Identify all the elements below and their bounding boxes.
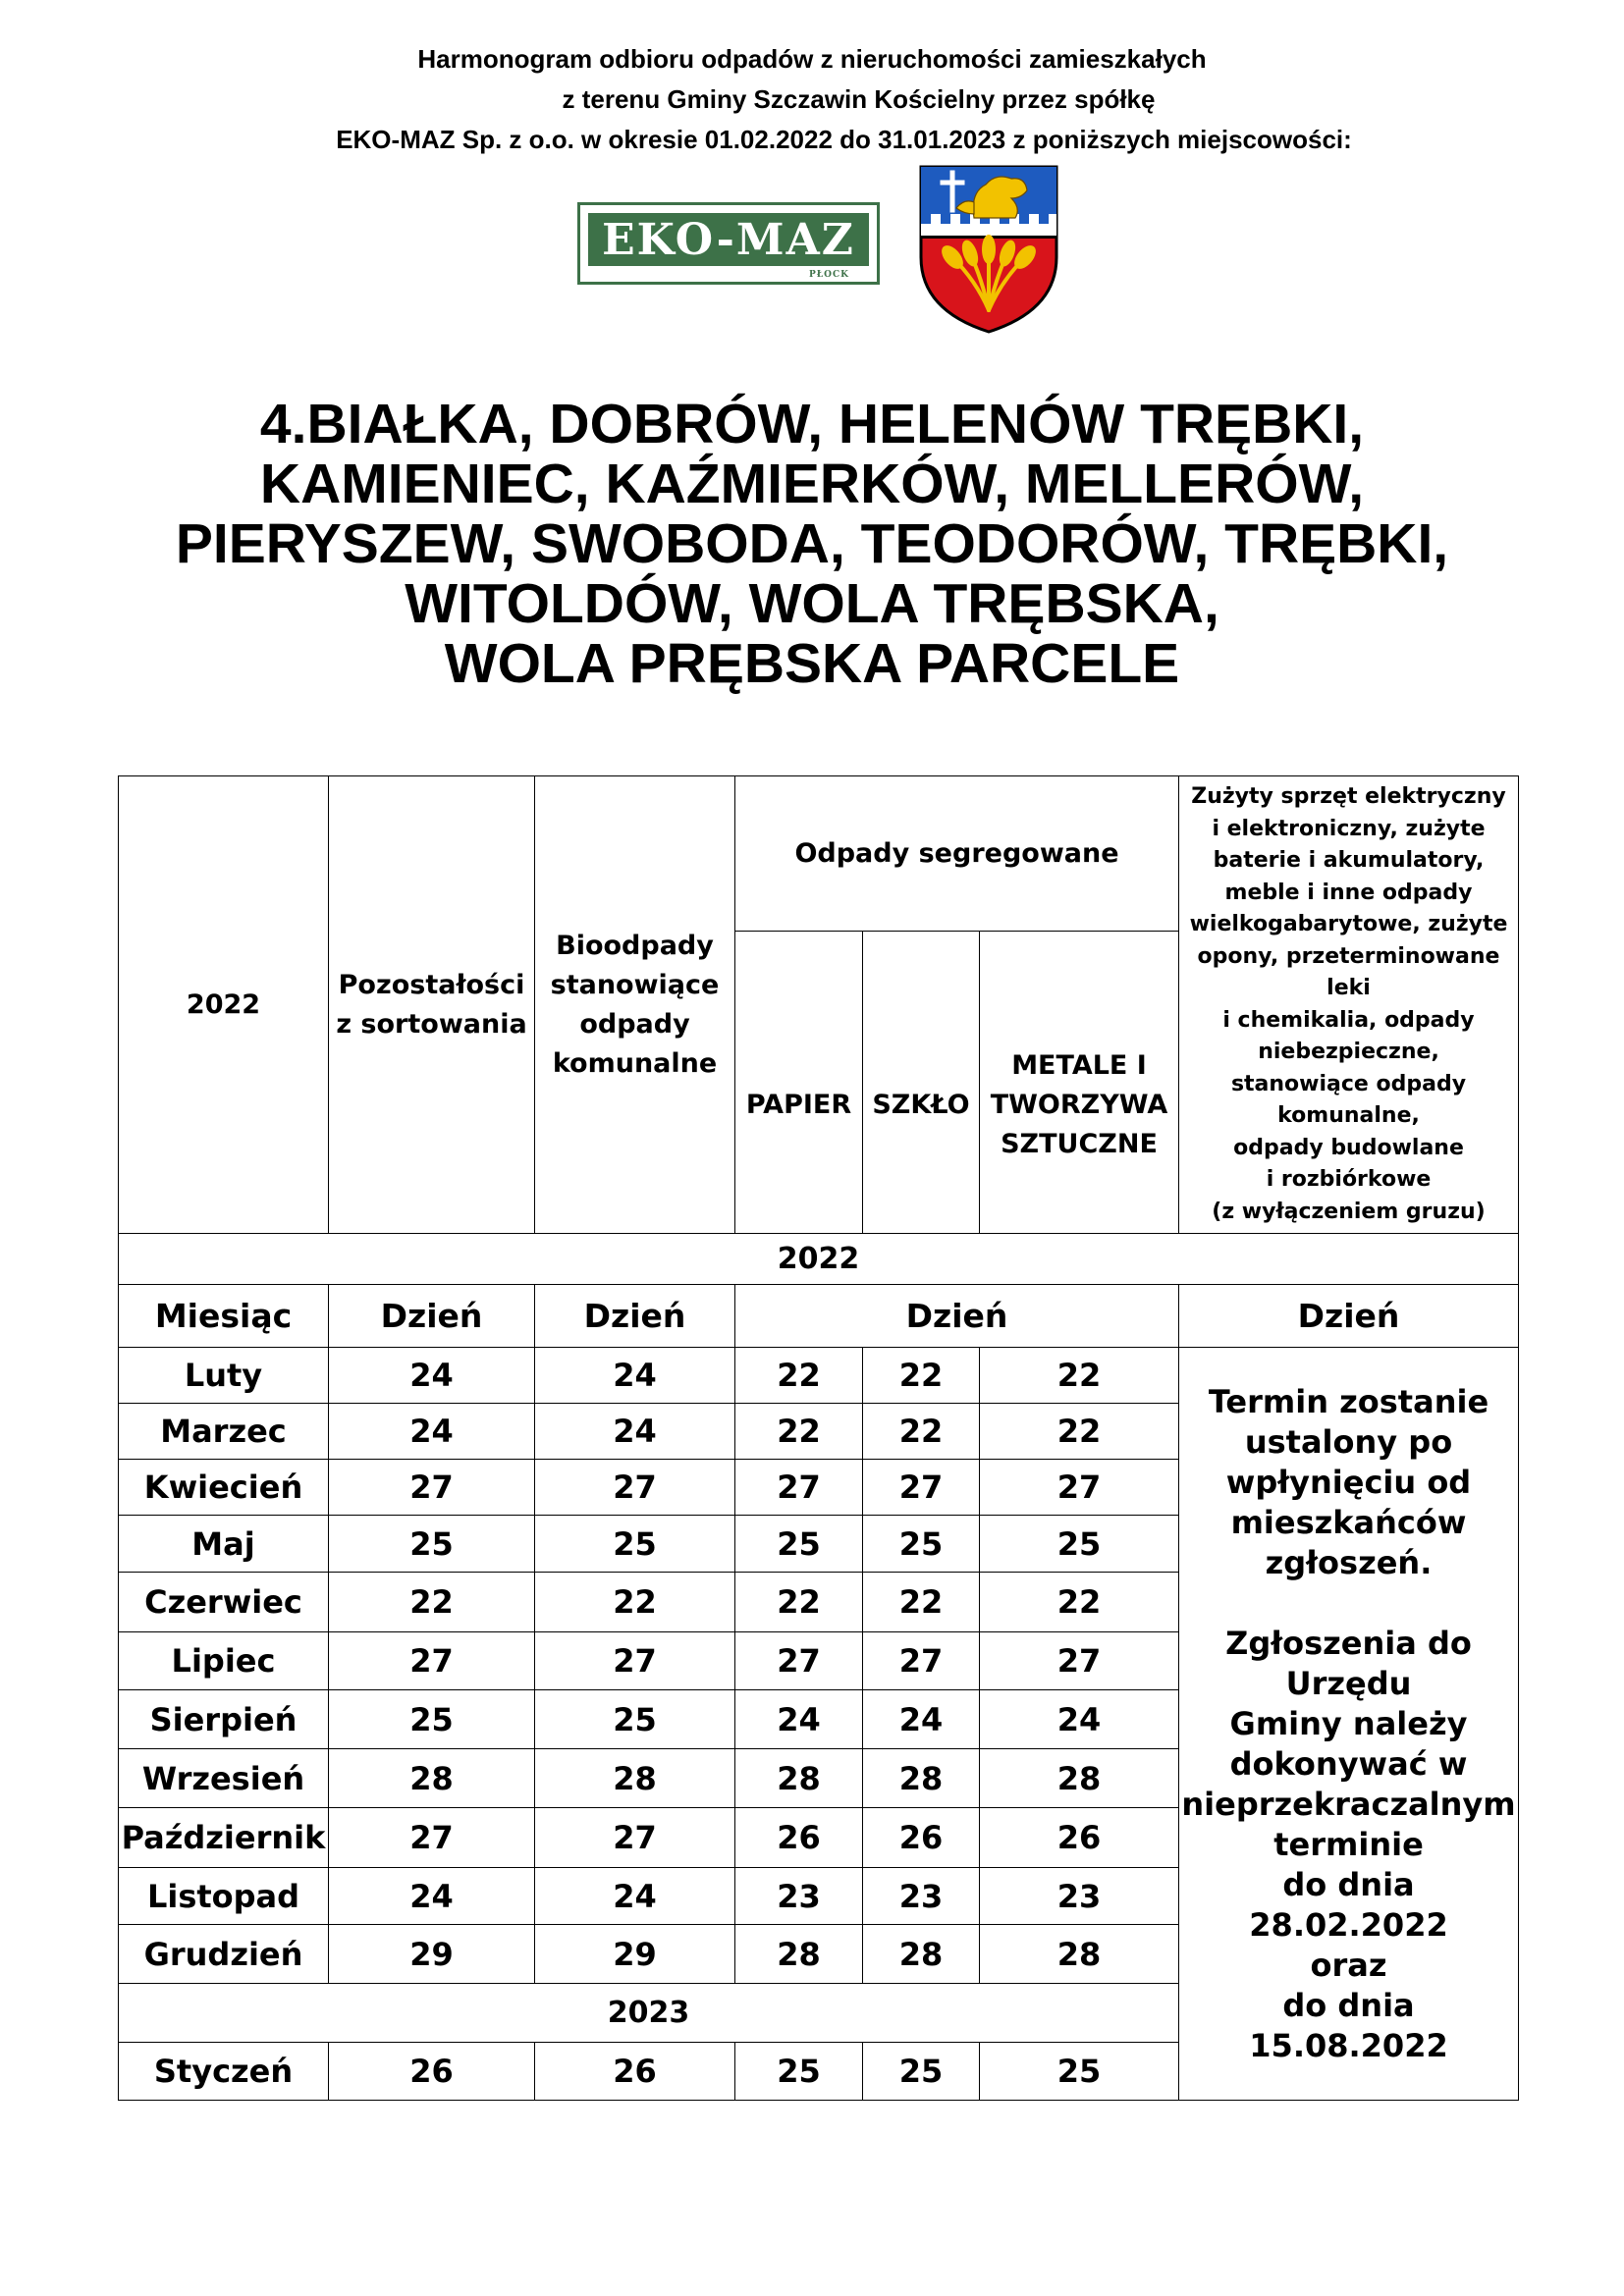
year-2023-row: 2023 (119, 1984, 1179, 2043)
table-row: Grudzień 29 29 28 28 28 (119, 1925, 1519, 1984)
year-2022-row: 2022 (119, 1234, 1519, 1285)
eko-maz-logo-subtext: PŁOCK (809, 270, 849, 280)
title-line: 4.BIAŁKA, DOBRÓW, HELENÓW TRĘBKI, (259, 393, 1365, 455)
collection-schedule-table (118, 775, 1519, 2101)
bulky-waste-header: Zużyty sprzęt elektryczny i elektroniczny, zużyte baterie i akumulatory, meble i inne odpady wielkogabarytowe, zużyte opony, przeterminowane leki i chemikalia, odpady niebezpieczne, stanowiące odpady komunalne, odpady budowlane i rozbiórkowe (z wyłączeniem gruzu) (1179, 776, 1519, 1234)
table-row: Marzec 24 24 22 22 22 (119, 1404, 1519, 1460)
header-line-1: Harmonogram odbioru odpadów z nieruchomości zamieszkałych (417, 44, 1207, 74)
title-line: WOLA PRĘBSKA PARCELE (444, 632, 1180, 695)
table-row: Lipiec 27 27 27 27 27 (119, 1632, 1519, 1690)
coat-of-arms-icon (917, 163, 1060, 336)
header-line-3: EKO-MAZ Sp. z o.o. w okresie 01.02.2022 do 31.01.2023 z poniższych miejscowości: (336, 125, 1352, 154)
table-row: Styczeń 26 26 25 25 25 (119, 2043, 1519, 2101)
eko-maz-logo (577, 202, 880, 285)
localities-title (0, 395, 1624, 694)
residual-waste-header: Pozostałości z sortowania (329, 776, 535, 1234)
paper-header: PAPIER (735, 932, 863, 1234)
eko-maz-logo-text: EKO-MAZ (602, 214, 855, 265)
table-row: Sierpień 25 25 24 24 24 (119, 1690, 1519, 1749)
glass-header: SZKŁO (863, 932, 980, 1234)
table-row: Czerwiec 22 22 22 22 22 (119, 1573, 1519, 1632)
month-label: Miesiąc (119, 1285, 329, 1348)
biowaste-header: Bioodpady stanowiące odpady komunalne (535, 776, 735, 1234)
day-label: Dzień (1179, 1285, 1519, 1348)
title-line: WITOLDÓW, WOLA TRĘBSKA, (405, 572, 1219, 635)
header-line-2: z terenu Gminy Szczawin Kościelny przez spółkę (562, 84, 1156, 114)
table-row: Październik 27 27 26 26 26 (119, 1808, 1519, 1868)
day-label: Dzień (329, 1285, 535, 1348)
day-label: Dzień (735, 1285, 1179, 1348)
metal-plastic-header: METALE I TWORZYWA SZTUCZNE (980, 932, 1179, 1234)
day-label: Dzień (535, 1285, 735, 1348)
table-row: Kwiecień 27 27 27 27 27 (119, 1460, 1519, 1516)
table-row: Wrzesień 28 28 28 28 28 (119, 1749, 1519, 1808)
table-row: Listopad 24 24 23 23 23 (119, 1868, 1519, 1925)
document-header (0, 39, 1624, 160)
title-line: KAMIENIEC, KAŹMIERKÓW, MELLERÓW, (259, 453, 1365, 515)
segregated-waste-header: Odpady segregowane (735, 776, 1179, 932)
table-row: Maj 25 25 25 25 25 (119, 1516, 1519, 1573)
table-row: Luty 24 24 22 22 22 Termin zostanie ustalony po wpłynięciu od mieszkańców zgłoszeń. Zgłoszenia do Urzędu Gminy należy dokonywać w nieprzekraczalnym terminie do dnia 28.02.2022 oraz do dnia 15.08.2022 (119, 1348, 1519, 1404)
note-cell: Termin zostanie ustalony po wpłynięciu od mieszkańców zgłoszeń. Zgłoszenia do Urzędu Gminy należy dokonywać w nieprzekraczalnym terminie do dnia 28.02.2022 oraz do dnia 15.08.2022 (1179, 1348, 1519, 2101)
title-line: PIERYSZEW, SWOBODA, TEODORÓW, TRĘBKI, (175, 512, 1449, 575)
year-column-header: 2022 (119, 776, 329, 1234)
